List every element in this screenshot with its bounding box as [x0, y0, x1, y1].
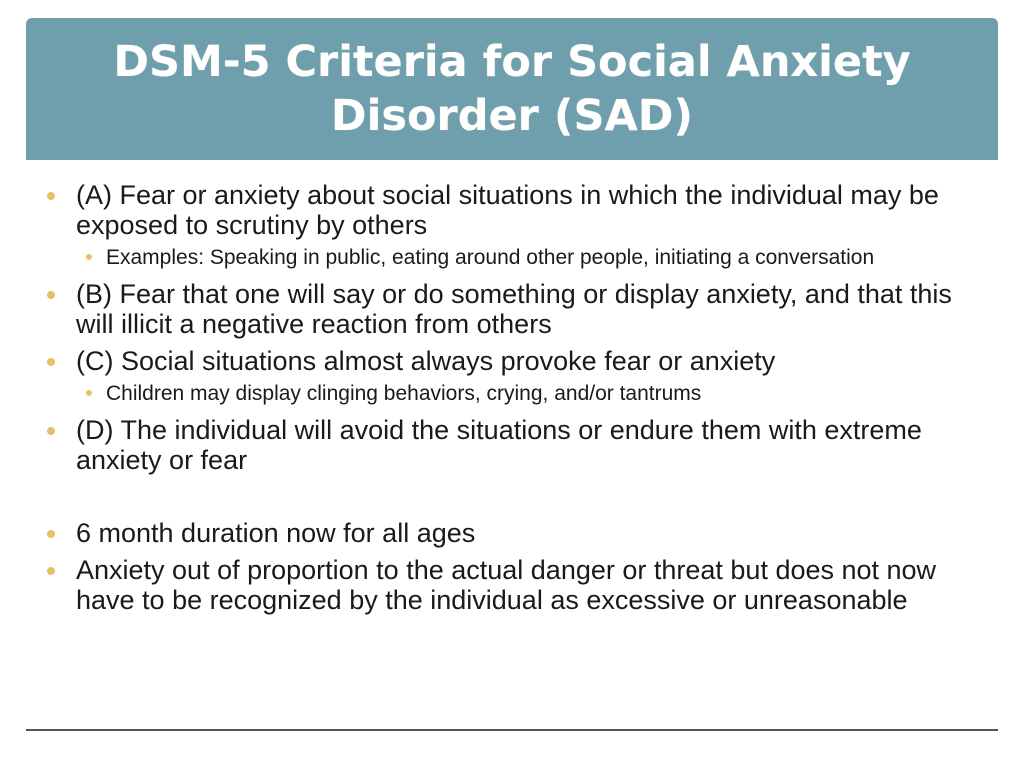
title-bar [26, 18, 998, 160]
bullet-item-a [44, 180, 994, 240]
bullet-text: (C) Social situations almost always provoke fear or anxiety [76, 346, 776, 376]
bullet-item-d [44, 415, 994, 475]
sub-bullet-text: Examples: Speaking in public, eating around other people, initiating a conversation [106, 246, 875, 269]
bullet-dot-icon [47, 530, 55, 538]
bullet-dot-icon [47, 567, 55, 575]
slide-title: DSM-5 Criteria for Social Anxiety Disorder (SAD) [113, 37, 911, 141]
sub-bullet-dot-icon [86, 390, 92, 396]
bullet-text: (B) Fear that one will say or do something or display anxiety, and that this will illicit a negative reaction from others [76, 279, 952, 339]
bullet-text: Anxiety out of proportion to the actual danger or threat but does not now have to be recognized by the individual as excessive or unreasonable [76, 555, 937, 615]
bullet-item-proportion [44, 555, 994, 615]
bullet-text: 6 month duration now for all ages [76, 518, 476, 548]
footer-divider [26, 729, 998, 731]
bullet-item-duration [44, 518, 994, 548]
slide-body [44, 180, 994, 622]
bullet-text: (D) The individual will avoid the situations or endure them with extreme anxiety or fear [76, 415, 922, 475]
bullet-dot-icon [47, 291, 55, 299]
sub-bullet-item-children [44, 381, 994, 407]
bullet-text: (A) Fear or anxiety about social situations in which the individual may be exposed to scrutiny by others [76, 180, 939, 240]
sub-bullet-item-examples [44, 245, 994, 271]
sub-bullet-dot-icon [86, 254, 92, 260]
bullet-item-c [44, 346, 994, 376]
bullet-dot-icon [47, 192, 55, 200]
bullet-item-b [44, 279, 994, 339]
bullet-dot-icon [47, 358, 55, 366]
spacer [44, 482, 994, 518]
bullet-dot-icon [47, 427, 55, 435]
sub-bullet-text: Children may display clinging behaviors, crying, and/or tantrums [106, 382, 702, 405]
